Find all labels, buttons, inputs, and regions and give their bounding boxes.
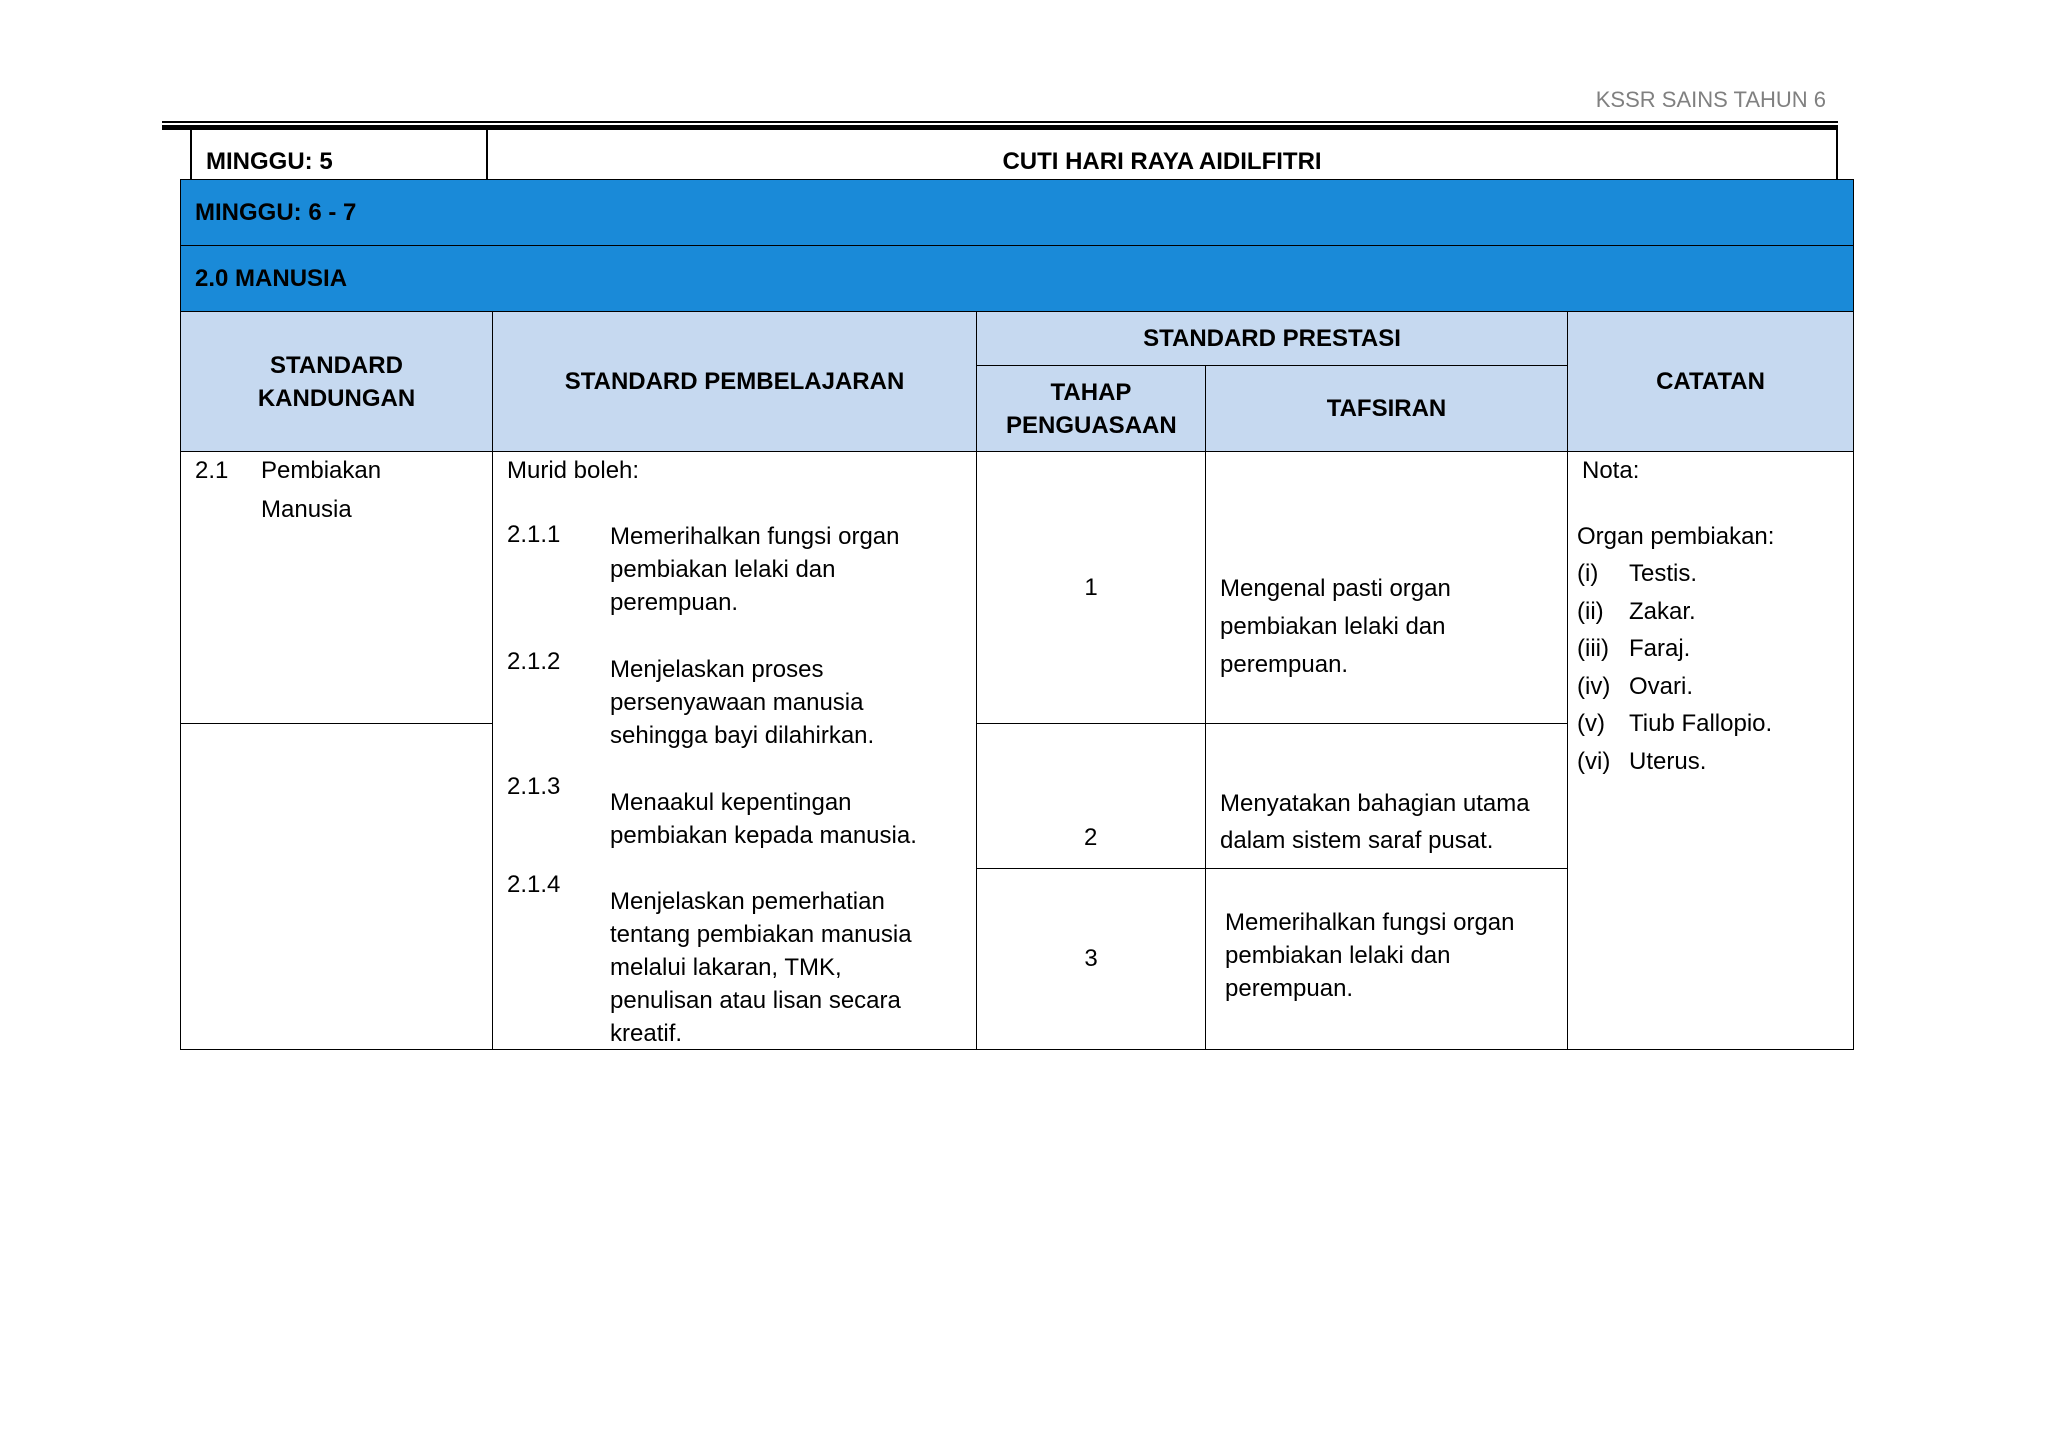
catatan-heading: Organ pembiakan: (1577, 523, 1775, 550)
col-header-standard-kandungan: STANDARD KANDUNGAN (180, 311, 493, 452)
scheme-of-work-table (180, 179, 1854, 1050)
topic-title: 2.0 MANUSIA (195, 264, 348, 292)
sp-item-line: Memerihalkan fungsi organ (610, 523, 900, 550)
catatan-item-text: Testis. (1629, 560, 1698, 587)
catatan-item-number: (ii) (1577, 598, 1604, 625)
sk-title-line1: Pembiakan (261, 457, 382, 484)
sp-item-number: 2.1.3 (507, 773, 561, 800)
sp-item-line: melalui lakaran, TMK, (610, 954, 842, 981)
sp-intro: Murid boleh: (507, 457, 640, 484)
catatan-item-number: (i) (1577, 560, 1599, 587)
tafsiran-line: Menyatakan bahagian utama (1220, 790, 1530, 817)
sp-cell (492, 451, 977, 1050)
catatan-nota: Nota: (1582, 457, 1640, 484)
catatan-item-number: (v) (1577, 710, 1605, 737)
sp-item-number: 2.1.1 (507, 521, 561, 548)
tafsiran-line: Memerihalkan fungsi organ (1225, 909, 1515, 936)
week-5-event: CUTI HARI RAYA AIDILFITRI (1002, 148, 1322, 175)
tafsiran-level-3 (1205, 868, 1568, 1050)
header-rule-thin (162, 121, 1838, 123)
sp-item-line: pembiakan lelaki dan (610, 556, 836, 583)
col-header-tafsiran: TAFSIRAN (1205, 365, 1568, 452)
sk-number: 2.1 (195, 457, 229, 484)
sp-item-line: pembiakan kepada manusia. (610, 822, 917, 849)
sk-empty-cell (180, 723, 493, 1050)
sp-item-line: sehingga bayi dilahirkan. (610, 722, 875, 749)
sp-item-line: Menjelaskan pemerhatian (610, 888, 885, 915)
week-6-7-row (180, 179, 1854, 246)
tp-level-3: 3 (976, 868, 1206, 1050)
sp-item-line: persenyawaan manusia (610, 689, 864, 716)
week-6-7-label: MINGGU: 6 - 7 (195, 198, 357, 226)
tafsiran-line: pembiakan lelaki dan (1225, 942, 1451, 969)
tafsiran-level-1 (1205, 451, 1568, 724)
tafsiran-level-2 (1205, 723, 1568, 869)
catatan-item-text: Zakar. (1629, 598, 1696, 625)
sp-item-number: 2.1.2 (507, 648, 561, 675)
catatan-item-text: Ovari. (1629, 673, 1694, 700)
catatan-item-number: (iii) (1577, 635, 1609, 662)
sp-item-line: Menaakul kepentingan (610, 789, 852, 816)
sp-item-number: 2.1.4 (507, 871, 561, 898)
sp-item-line: tentang pembiakan manusia (610, 921, 912, 948)
tafsiran-line: Mengenal pasti organ (1220, 575, 1451, 602)
col-header-catatan: CATATAN (1567, 311, 1854, 452)
catatan-item-number: (iv) (1577, 673, 1611, 700)
tafsiran-line: dalam sistem saraf pusat. (1220, 827, 1494, 854)
catatan-item-text: Uterus. (1629, 748, 1707, 775)
tafsiran-line: pembiakan lelaki dan (1220, 613, 1446, 640)
tafsiran-line: perempuan. (1225, 975, 1354, 1002)
catatan-item-text: Tiub Fallopio. (1629, 710, 1773, 737)
week-5-label: MINGGU: 5 (192, 130, 488, 180)
week-5-row (190, 130, 1838, 180)
sk-title-line2: Manusia (261, 496, 352, 523)
tp-level-1: 1 (976, 451, 1206, 724)
sp-item-line: perempuan. (610, 589, 739, 616)
sp-item-line: penulisan atau lisan secara (610, 987, 901, 1014)
sk-cell (180, 451, 493, 724)
col-header-standard-pembelajaran: STANDARD PEMBELAJARAN (492, 311, 977, 452)
col-header-standard-prestasi: STANDARD PRESTASI (976, 311, 1568, 366)
sp-item-line: Menjelaskan proses (610, 656, 824, 683)
catatan-item-text: Faraj. (1629, 635, 1691, 662)
tafsiran-line: perempuan. (1220, 651, 1349, 678)
sp-item-line: kreatif. (610, 1020, 683, 1047)
catatan-item-number: (vi) (1577, 748, 1611, 775)
col-header-tahap-penguasaan: TAHAP PENGUASAAN (976, 365, 1206, 452)
topic-row (180, 245, 1854, 312)
catatan-cell (1567, 451, 1854, 1050)
running-header: KSSR SAINS TAHUN 6 (1595, 87, 1826, 112)
tp-level-2: 2 (976, 723, 1206, 869)
